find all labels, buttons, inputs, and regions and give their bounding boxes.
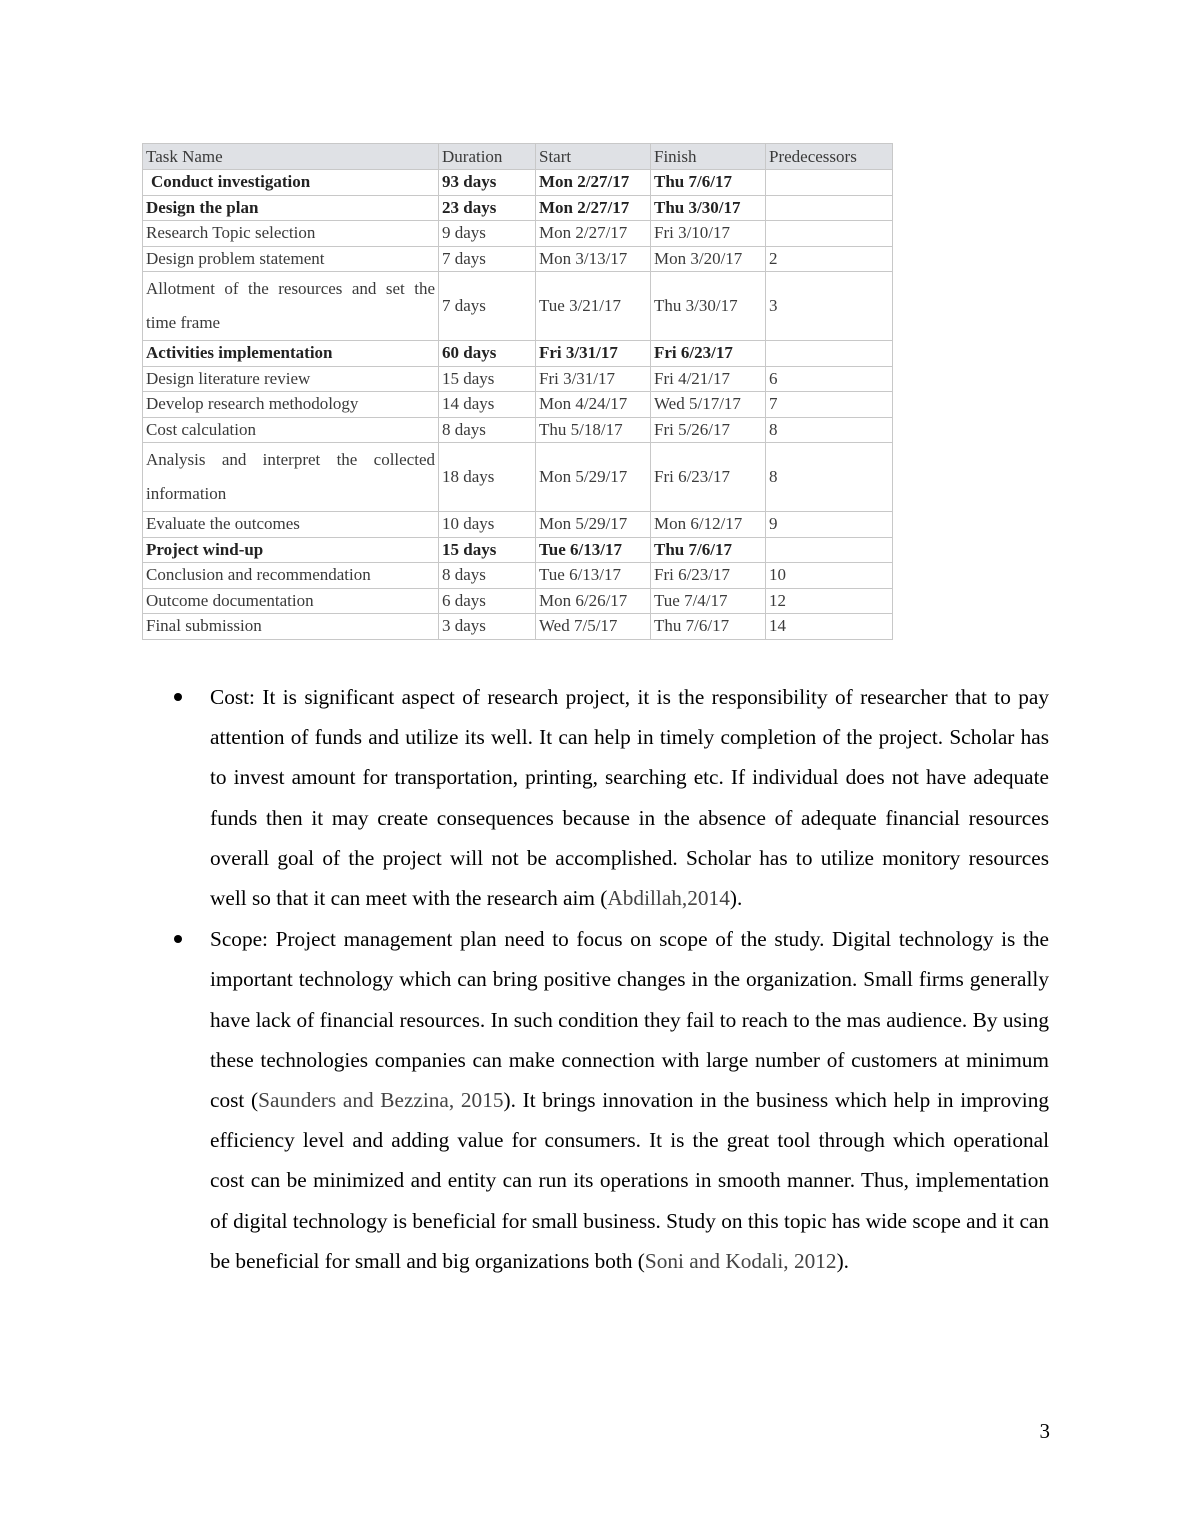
header-duration: Duration: [439, 144, 536, 170]
predecessors-cell: [766, 170, 893, 196]
task-name-cell: Research Topic selection: [143, 221, 439, 247]
table-row: [143, 512, 893, 538]
task-name-cell: Cost calculation: [143, 417, 439, 443]
task-name-cell: Analysis and interpret the collected information: [143, 443, 439, 512]
predecessors-cell: 8: [766, 443, 893, 512]
predecessors-cell: [766, 221, 893, 247]
citation-abdillah: Abdillah,2014: [607, 886, 730, 911]
predecessors-cell: 12: [766, 588, 893, 614]
header-predecessors: Predecessors: [766, 144, 893, 170]
predecessors-cell: [766, 341, 893, 367]
start-cell: Mon 4/24/17: [536, 392, 651, 418]
start-cell: Mon 2/27/17: [536, 221, 651, 247]
start-cell: Mon 5/29/17: [536, 443, 651, 512]
task-name-cell: Allotment of the resources and set the time frame: [143, 272, 439, 341]
duration-cell: 8 days: [439, 417, 536, 443]
task-name-cell: Design problem statement: [143, 246, 439, 272]
duration-cell: 60 days: [439, 341, 536, 367]
table-row: [143, 392, 893, 418]
predecessors-cell: 8: [766, 417, 893, 443]
citation-saunders: Saunders and Bezzina, 2015: [258, 1088, 504, 1113]
bullet-dot-icon: [174, 935, 182, 943]
duration-cell: 7 days: [439, 246, 536, 272]
start-cell: Tue 6/13/17: [536, 563, 651, 589]
task-name-cell: Conduct investigation: [143, 170, 439, 196]
start-cell: Mon 3/13/17: [536, 246, 651, 272]
table-row: [143, 417, 893, 443]
predecessors-cell: 14: [766, 614, 893, 640]
finish-cell: Fri 6/23/17: [651, 563, 766, 589]
duration-cell: 23 days: [439, 195, 536, 221]
duration-cell: 18 days: [439, 443, 536, 512]
bullet-scope-text2: ). It brings innovation in the business which help in improving efficiency level and adding value for consumers. It is the great tool through which operational cost can be minimized and entity can run its operations in smooth manner. Thus, implementation of digital technology is beneficial for small business. Study on this topic has wide scope and it can be beneficial for small and big organizations both (: [210, 1088, 1049, 1273]
start-cell: Wed 7/5/17: [536, 614, 651, 640]
bullet-scope-text: Scope: Project management plan need to focus on scope of the study. Digital technology is the important technology which can bring positive changes in the organization. Small firms generally have lack of financial resources. In such condition they fail to reach to the mas audience. By using these technologies companies can make connection with large number of customers at minimum cost (: [210, 927, 1049, 1113]
predecessors-cell: 6: [766, 366, 893, 392]
header-start: Start: [536, 144, 651, 170]
table-row: [143, 272, 893, 341]
finish-cell: Mon 3/20/17: [651, 246, 766, 272]
start-cell: Mon 5/29/17: [536, 512, 651, 538]
table-row: [143, 195, 893, 221]
finish-cell: Fri 6/23/17: [651, 443, 766, 512]
task-name-cell: Evaluate the outcomes: [143, 512, 439, 538]
predecessors-cell: 7: [766, 392, 893, 418]
table-row: [143, 443, 893, 512]
table-header-row: [143, 144, 893, 170]
bullet-cost-tail: ).: [729, 886, 743, 911]
page-number: 3: [1039, 1419, 1050, 1443]
task-name-cell: Develop research methodology: [143, 392, 439, 418]
finish-cell: Fri 4/21/17: [651, 366, 766, 392]
start-cell: Fri 3/31/17: [536, 341, 651, 367]
start-cell: Mon 6/26/17: [536, 588, 651, 614]
finish-cell: Fri 3/10/17: [651, 221, 766, 247]
start-cell: Thu 5/18/17: [536, 417, 651, 443]
bullet-list: [0, 677, 1190, 1282]
finish-cell: Mon 6/12/17: [651, 512, 766, 538]
bullet-scope-tail: ).: [836, 1248, 849, 1273]
predecessors-cell: 10: [766, 563, 893, 589]
bullet-scope: [210, 919, 1049, 1281]
table-row: [143, 366, 893, 392]
task-table: [142, 143, 893, 640]
table-row: [143, 588, 893, 614]
finish-cell: Tue 7/4/17: [651, 588, 766, 614]
citation-soni: Soni and Kodali, 2012: [644, 1248, 837, 1273]
finish-cell: Thu 3/30/17: [651, 272, 766, 341]
duration-cell: 7 days: [439, 272, 536, 341]
task-name-cell: Conclusion and recommendation: [143, 563, 439, 589]
task-name-cell: Design literature review: [143, 366, 439, 392]
table-row: [143, 221, 893, 247]
predecessors-cell: 3: [766, 272, 893, 341]
duration-cell: 15 days: [439, 537, 536, 563]
start-cell: Tue 3/21/17: [536, 272, 651, 341]
task-name-cell: Outcome documentation: [143, 588, 439, 614]
table-row: [143, 341, 893, 367]
table-row: [143, 170, 893, 196]
duration-cell: 93 days: [439, 170, 536, 196]
duration-cell: 9 days: [439, 221, 536, 247]
duration-cell: 14 days: [439, 392, 536, 418]
finish-cell: Thu 3/30/17: [651, 195, 766, 221]
bullet-cost: [210, 677, 1049, 918]
finish-cell: Fri 5/26/17: [651, 417, 766, 443]
finish-cell: Thu 7/6/17: [651, 537, 766, 563]
table-row: [143, 563, 893, 589]
header-finish: Finish: [651, 144, 766, 170]
task-table-body: [143, 170, 893, 640]
start-cell: Tue 6/13/17: [536, 537, 651, 563]
start-cell: Fri 3/31/17: [536, 366, 651, 392]
duration-cell: 10 days: [439, 512, 536, 538]
duration-cell: 6 days: [439, 588, 536, 614]
task-name-cell: Activities implementation: [143, 341, 439, 367]
duration-cell: 15 days: [439, 366, 536, 392]
finish-cell: Wed 5/17/17: [651, 392, 766, 418]
finish-cell: Thu 7/6/17: [651, 170, 766, 196]
start-cell: Mon 2/27/17: [536, 195, 651, 221]
duration-cell: 8 days: [439, 563, 536, 589]
start-cell: Mon 2/27/17: [536, 170, 651, 196]
task-name-cell: Final submission: [143, 614, 439, 640]
table-row: [143, 537, 893, 563]
duration-cell: 3 days: [439, 614, 536, 640]
task-name-cell: Design the plan: [143, 195, 439, 221]
bullet-cost-text: Cost: It is significant aspect of research project, it is the responsibility of researcher that to pay attention of funds and utilize its well. It can help in timely completion of the project. Scholar has to invest amount for transportation, printing, searching etc. If individual does not have adequate funds then it may create consequences because in the absence of adequate financial resources overall goal of the project will not be accomplished. Scholar has to utilize monitory resources well so that it can meet with the research aim (: [210, 685, 1049, 911]
table-row: [143, 614, 893, 640]
bullet-dot-icon: [174, 693, 182, 701]
finish-cell: Thu 7/6/17: [651, 614, 766, 640]
table-row: [143, 246, 893, 272]
predecessors-cell: 9: [766, 512, 893, 538]
task-table-container: [142, 143, 892, 640]
predecessors-cell: 2: [766, 246, 893, 272]
predecessors-cell: [766, 537, 893, 563]
task-name-cell: Project wind-up: [143, 537, 439, 563]
finish-cell: Fri 6/23/17: [651, 341, 766, 367]
header-task-name: Task Name: [143, 144, 439, 170]
predecessors-cell: [766, 195, 893, 221]
